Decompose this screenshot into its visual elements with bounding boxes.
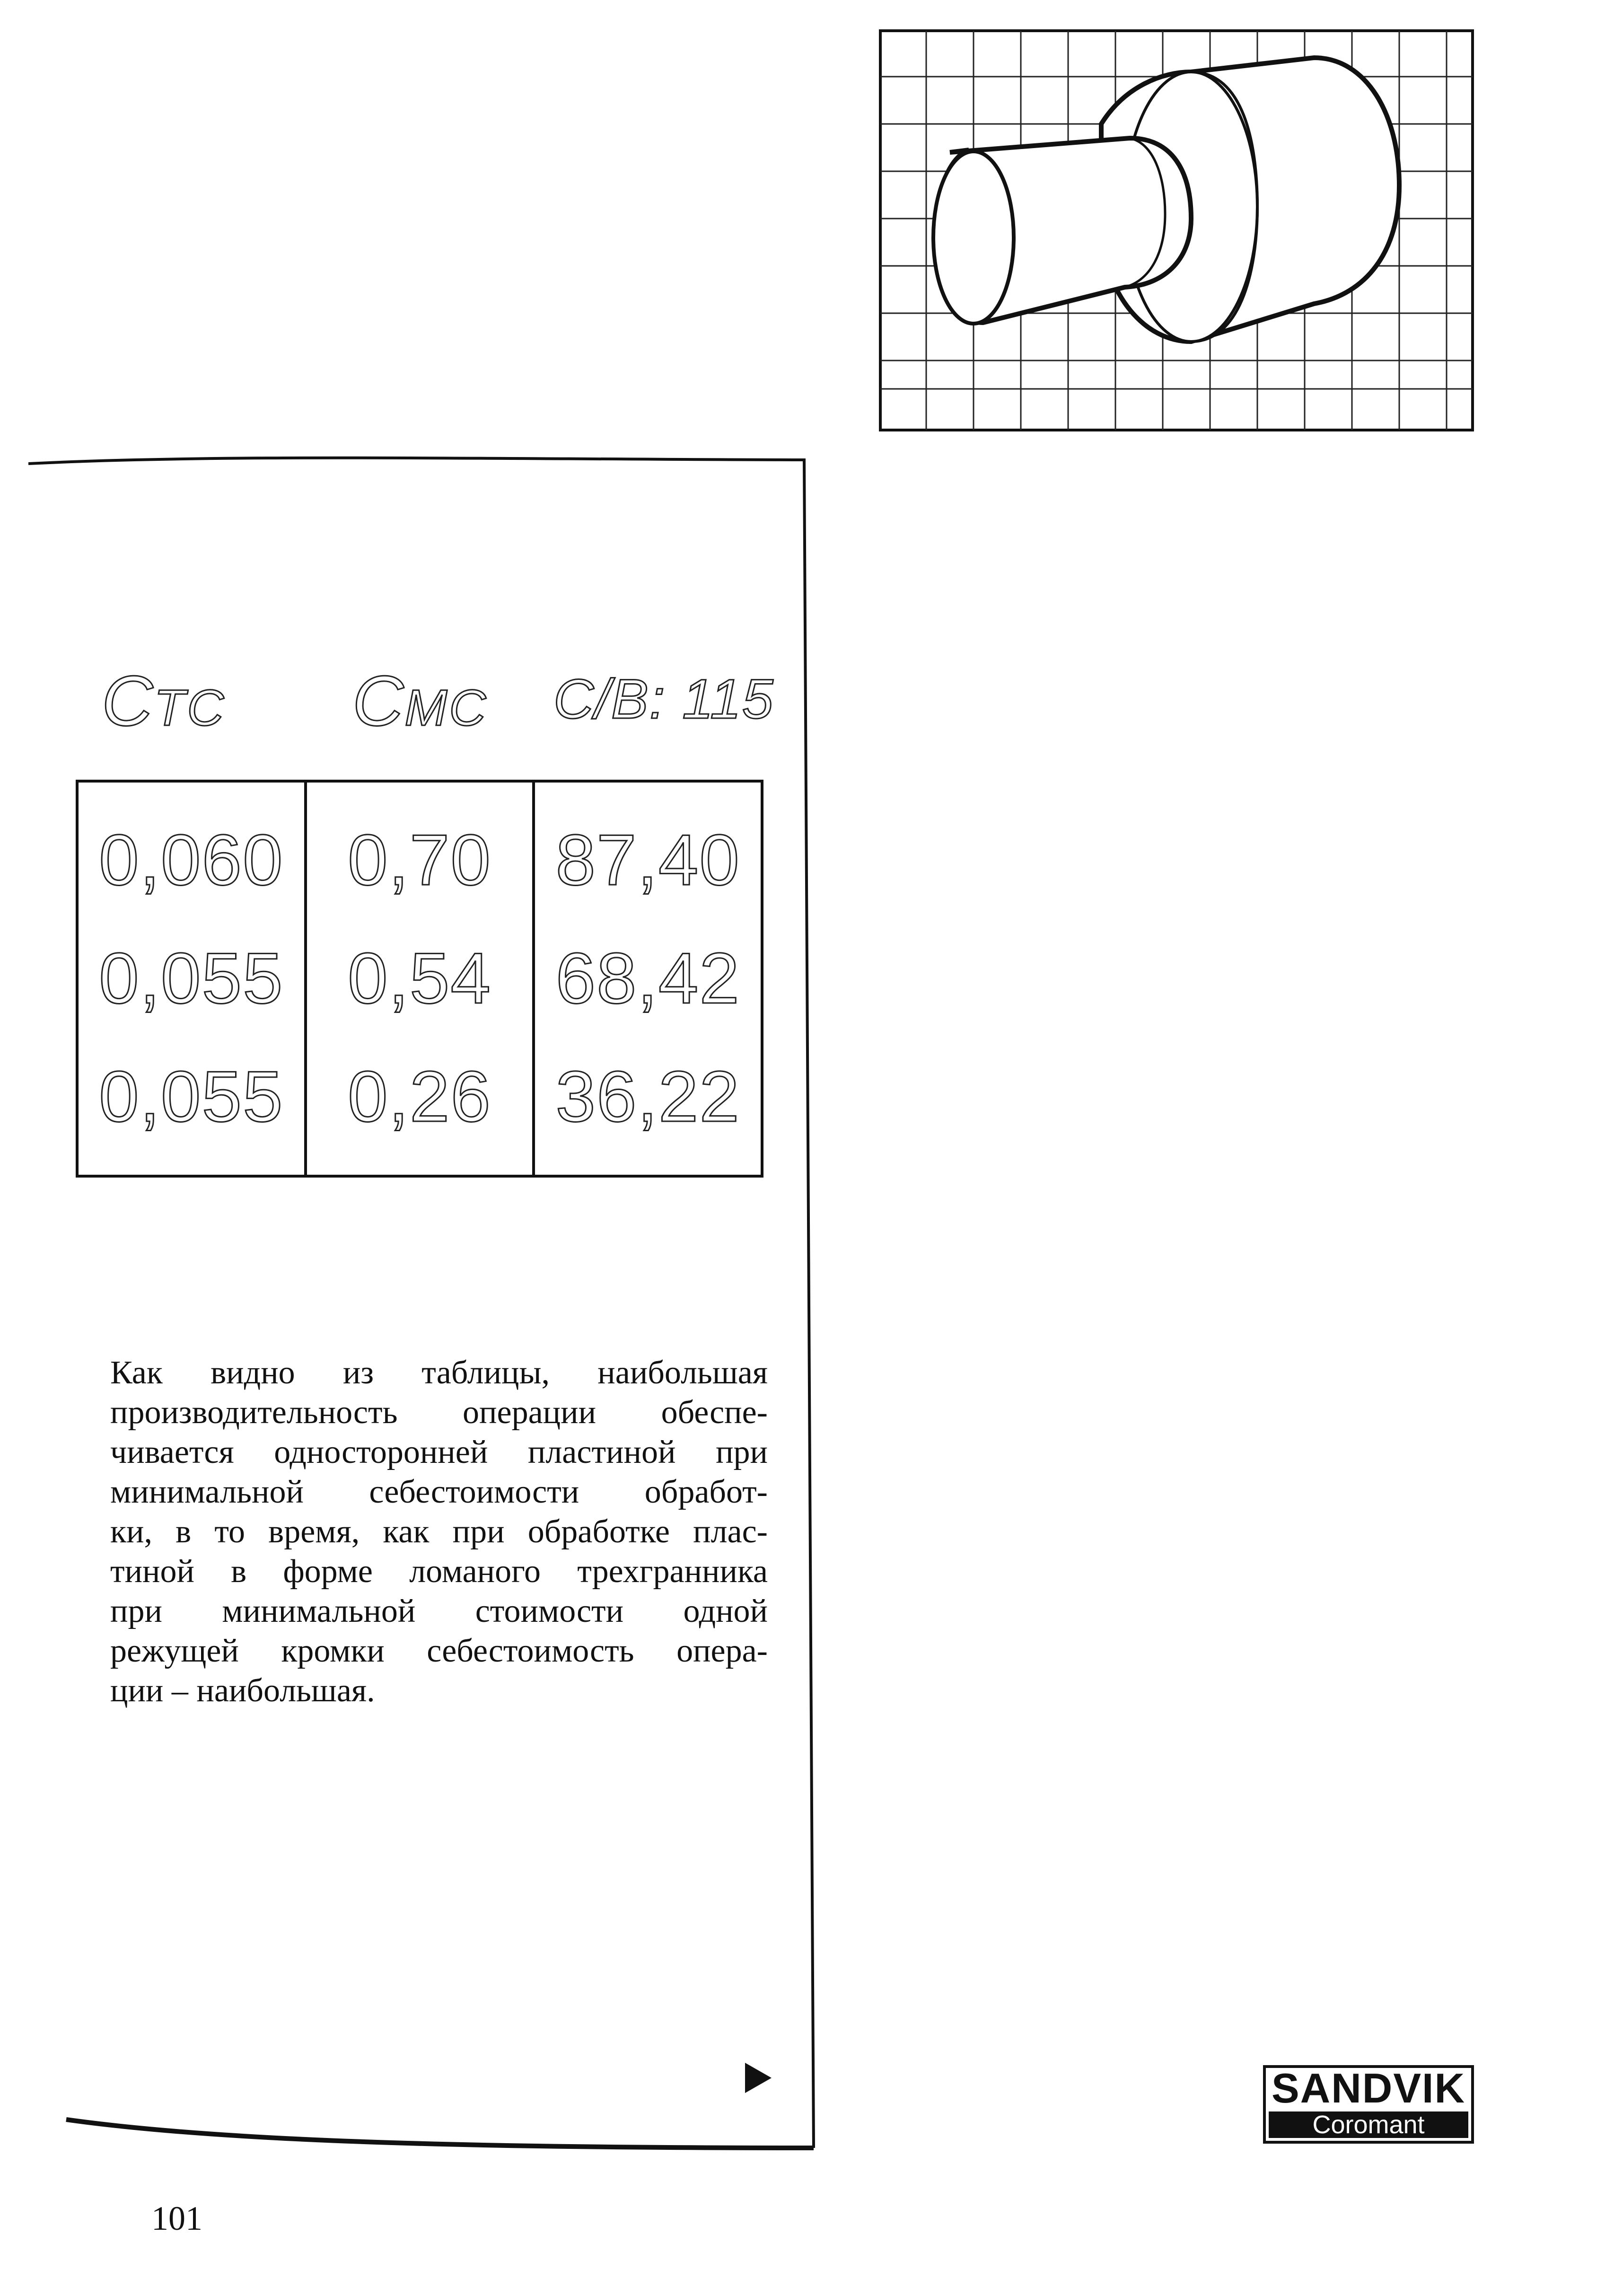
header-cmc: CMC xyxy=(352,661,488,740)
table-cell: 0,70 xyxy=(348,820,491,901)
paragraph-line: Как видно из таблицы, наибольшая xyxy=(110,1355,768,1391)
column-ctc xyxy=(79,783,307,1175)
table-cell: 36,22 xyxy=(555,1056,740,1137)
paragraph-line: режущей кромки себестоимость опера- xyxy=(110,1633,768,1669)
table-cell: 68,42 xyxy=(555,938,740,1019)
logo-subbrand: Coromant xyxy=(1269,2111,1468,2138)
paragraph-line: минимальной себестоимости обработ- xyxy=(110,1474,768,1510)
column-cb xyxy=(535,783,761,1175)
workpiece-illustration xyxy=(879,29,1474,431)
paragraph-line: ции – наибольшая. xyxy=(110,1672,375,1709)
table-cell: 0,26 xyxy=(348,1056,491,1137)
paragraph-line: ки, в то время, как при обработке плас- xyxy=(110,1513,768,1550)
header-cb: C/B: 115 xyxy=(553,668,774,730)
cost-table xyxy=(76,780,763,1178)
paragraph-line: чивается односторонней пластиной при xyxy=(110,1434,768,1470)
table-cell: 0,060 xyxy=(99,820,284,901)
page-number: 101 xyxy=(151,2199,202,2237)
table-cell: 87,40 xyxy=(555,820,740,901)
body-paragraph xyxy=(110,1353,768,1711)
column-cmc xyxy=(307,783,535,1175)
header-ctc: CTC xyxy=(102,661,226,740)
table-cell: 0,055 xyxy=(99,938,284,1019)
paragraph-line: тиной в форме ломаного трехгранника xyxy=(110,1553,768,1590)
paragraph-line: при минимальной стоимости одной xyxy=(110,1593,768,1629)
sandvik-coromant-logo xyxy=(1263,2065,1474,2144)
table-cell: 0,54 xyxy=(348,938,491,1019)
next-arrow-icon[interactable] xyxy=(745,2063,772,2093)
table-cell: 0,055 xyxy=(99,1056,284,1137)
paragraph-line: производительность операции обеспе- xyxy=(110,1394,768,1431)
logo-brand: SANDVIK xyxy=(1271,2065,1466,2111)
